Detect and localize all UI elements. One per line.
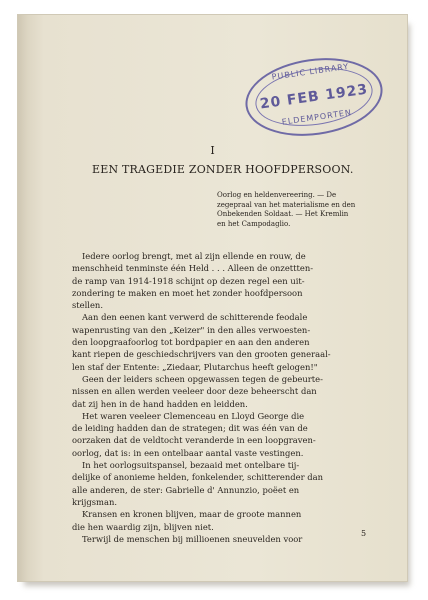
body-line: de ramp van 1914-1918 schijnt op dezen regel een uit-: [72, 275, 305, 286]
body-line: len staf der Entente: „Ziedaar, Plutarchus heeft gelogen!": [72, 361, 318, 372]
chapter-title: EEN TRAGEDIE ZONDER HOOFDPERSOON.: [92, 163, 354, 176]
body-line: Terwijl de menschen bij millioenen sneuvelden voor: [82, 533, 303, 544]
body-line: oorzaken dat de veldtocht veranderde in een loopgraven-: [72, 435, 316, 446]
summary-line: en het Campodaglio.: [217, 219, 291, 228]
body-text: [72, 250, 386, 545]
book-page: [17, 14, 408, 582]
body-line: alle anderen, de ster: Gabrielle d' Annunzio, poëet en: [72, 484, 300, 495]
library-stamp: [240, 50, 387, 144]
page-number: 5: [361, 529, 367, 538]
body-line: In het oorlogsuitspansel, bezaaid met ontelbare tij-: [82, 460, 300, 471]
body-line: Kransen en kronen blijven, maar de groote mannen: [82, 509, 302, 520]
body-line: kant riepen de geschiedschrijvers van den grooten generaal-: [72, 349, 331, 360]
body-line: stellen.: [72, 300, 103, 311]
body-line: de leiding hadden dan de strategen; dit was één van de: [72, 423, 308, 434]
body-line: Geen der leiders scheen opgewassen tegen de gebeurte-: [82, 373, 323, 384]
body-line: Aan den eenen kant verwerd de schitterende feodale: [82, 312, 308, 323]
body-line: krijgsman.: [72, 496, 118, 507]
stamp-date: 20 FEB 1923: [258, 81, 370, 113]
summary-line: Onbekenden Soldaat. — Het Kremlin: [217, 210, 349, 218]
body-line: nissen en allen werden veeleer door deze beheerscht dan: [72, 386, 317, 397]
body-line: Iedere oorlog brengt, met al zijn ellende en rouw, de: [82, 251, 306, 261]
summary-line: zegepraal van het materialisme en den: [217, 200, 356, 209]
body-line: delijke of anonieme helden, fonkelender, schitterender dan: [72, 472, 324, 483]
body-line: den loopgraafoorlog tot bordpapier en aan den anderen: [72, 337, 310, 348]
body-line: oorlog, dat is: in een ontelbaar aantal vaste vestingen.: [72, 447, 304, 458]
body-line: zondering te maken en moet het zonder hoofdpersoon: [72, 287, 303, 298]
body-line: dat zij hen in de hand hadden en leidden.: [72, 398, 248, 409]
stamp-top-text: PUBLIC LIBRARY: [271, 61, 350, 82]
body-line: menschheid tenminste één Held . . . Alleen de onzettten-: [72, 263, 314, 274]
body-line: die hen waardig zijn, blijven niet.: [72, 521, 214, 532]
summary-line: Oorlog en heldenvereering. — De: [217, 191, 337, 199]
chapter-summary: [217, 191, 383, 229]
stamp-bottom-text: ELDEMPORTEN: [281, 107, 353, 127]
chapter-number: I: [210, 144, 215, 157]
body-line: Het waren veeleer Clemenceau en Lloyd George die: [82, 410, 305, 421]
body-line: wapenrusting van den „Keizer" in den alles verwoesten-: [72, 324, 311, 335]
